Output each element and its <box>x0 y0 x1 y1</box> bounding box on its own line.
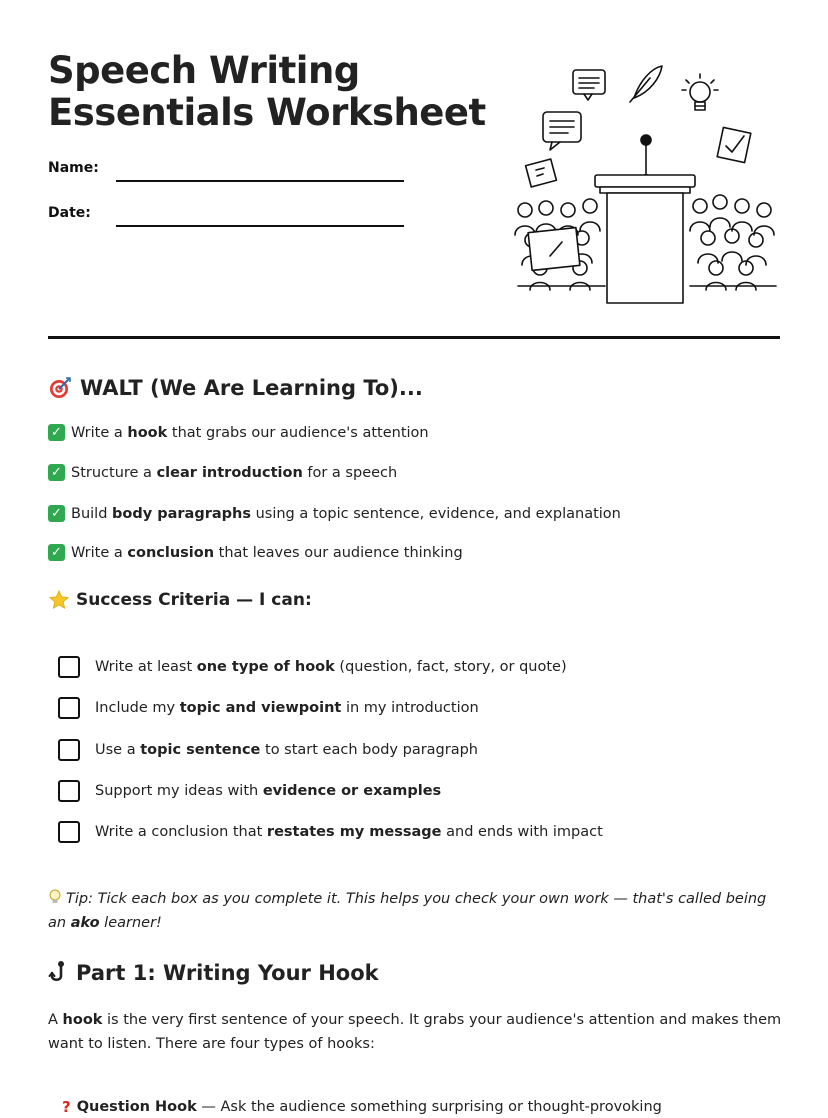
criteria-checkbox[interactable] <box>58 697 80 719</box>
criteria-item: Write at least one type of hook (question, fact, story, or quote) <box>58 656 567 678</box>
walt-item: ✓ Build body paragraphs using a topic sentence, evidence, and explanation <box>48 505 621 522</box>
walt-heading <box>48 376 423 400</box>
part1-heading <box>48 961 379 985</box>
criteria-checkbox[interactable] <box>58 821 80 843</box>
chat-bubble-icon <box>543 112 581 150</box>
note-card-icon <box>526 159 557 187</box>
check-mark-icon: ✓ <box>48 464 65 481</box>
question-mark-icon: ? <box>62 1098 71 1116</box>
podium <box>595 175 695 303</box>
lightbulb-icon <box>682 74 718 110</box>
target-icon <box>48 376 72 400</box>
sign-icon <box>528 228 580 271</box>
criteria-item: Support my ideas with evidence or examples <box>58 780 441 802</box>
date-line[interactable] <box>116 225 404 227</box>
walt-item: ✓ Write a hook that grabs our audience's attention <box>48 424 429 441</box>
check-mark-icon: ✓ <box>48 505 65 522</box>
podium-audience-illustration <box>510 60 780 310</box>
walt-heading-text: WALT (We Are Learning To)... <box>80 376 423 400</box>
check-mark-icon: ✓ <box>48 424 65 441</box>
criteria-item: Use a topic sentence to start each body paragraph <box>58 739 478 761</box>
quill-icon <box>630 66 662 102</box>
name-label: Name: <box>48 160 99 176</box>
success-criteria-heading <box>48 589 312 611</box>
worksheet-title <box>48 50 488 134</box>
speech-bubble-icon <box>573 70 605 100</box>
check-mark-icon: ✓ <box>48 544 65 561</box>
walt-item: ✓ Write a conclusion that leaves our audience thinking <box>48 544 463 561</box>
title-line-2: Essentials Worksheet <box>48 91 486 134</box>
hook-type-item: ? Question Hook — Ask the audience something surprising or thought-provoking <box>62 1098 662 1116</box>
lightbulb-icon <box>48 889 62 905</box>
criteria-checkbox[interactable] <box>58 739 80 761</box>
microphone-icon <box>641 135 651 175</box>
checklist-icon <box>717 127 751 162</box>
criteria-item: Write a conclusion that restates my message and ends with impact <box>58 821 603 843</box>
criteria-checkbox[interactable] <box>58 780 80 802</box>
date-label: Date: <box>48 205 91 221</box>
criteria-checkbox[interactable] <box>58 656 80 678</box>
walt-item: ✓ Structure a clear introduction for a speech <box>48 464 397 481</box>
title-line-1: Speech Writing <box>48 49 360 92</box>
tip-text: Tip: Tick each box as you complete it. This helps you check your own work — that's called being an ako learner! <box>48 891 767 931</box>
audience-right <box>690 195 776 290</box>
criteria-item: Include my topic and viewpoint in my introduction <box>58 697 479 719</box>
success-criteria-heading-text: Success Criteria — I can: <box>76 590 312 610</box>
hook-intro-paragraph: A hook is the very first sentence of your speech. It grabs your audience's attention and makes them want to listen. There are four types of hooks: <box>48 1012 782 1052</box>
hook-icon <box>48 961 68 985</box>
part1-heading-text: Part 1: Writing Your Hook <box>76 961 379 985</box>
star-icon <box>48 589 70 611</box>
section-divider <box>48 336 780 339</box>
name-line[interactable] <box>116 180 404 182</box>
